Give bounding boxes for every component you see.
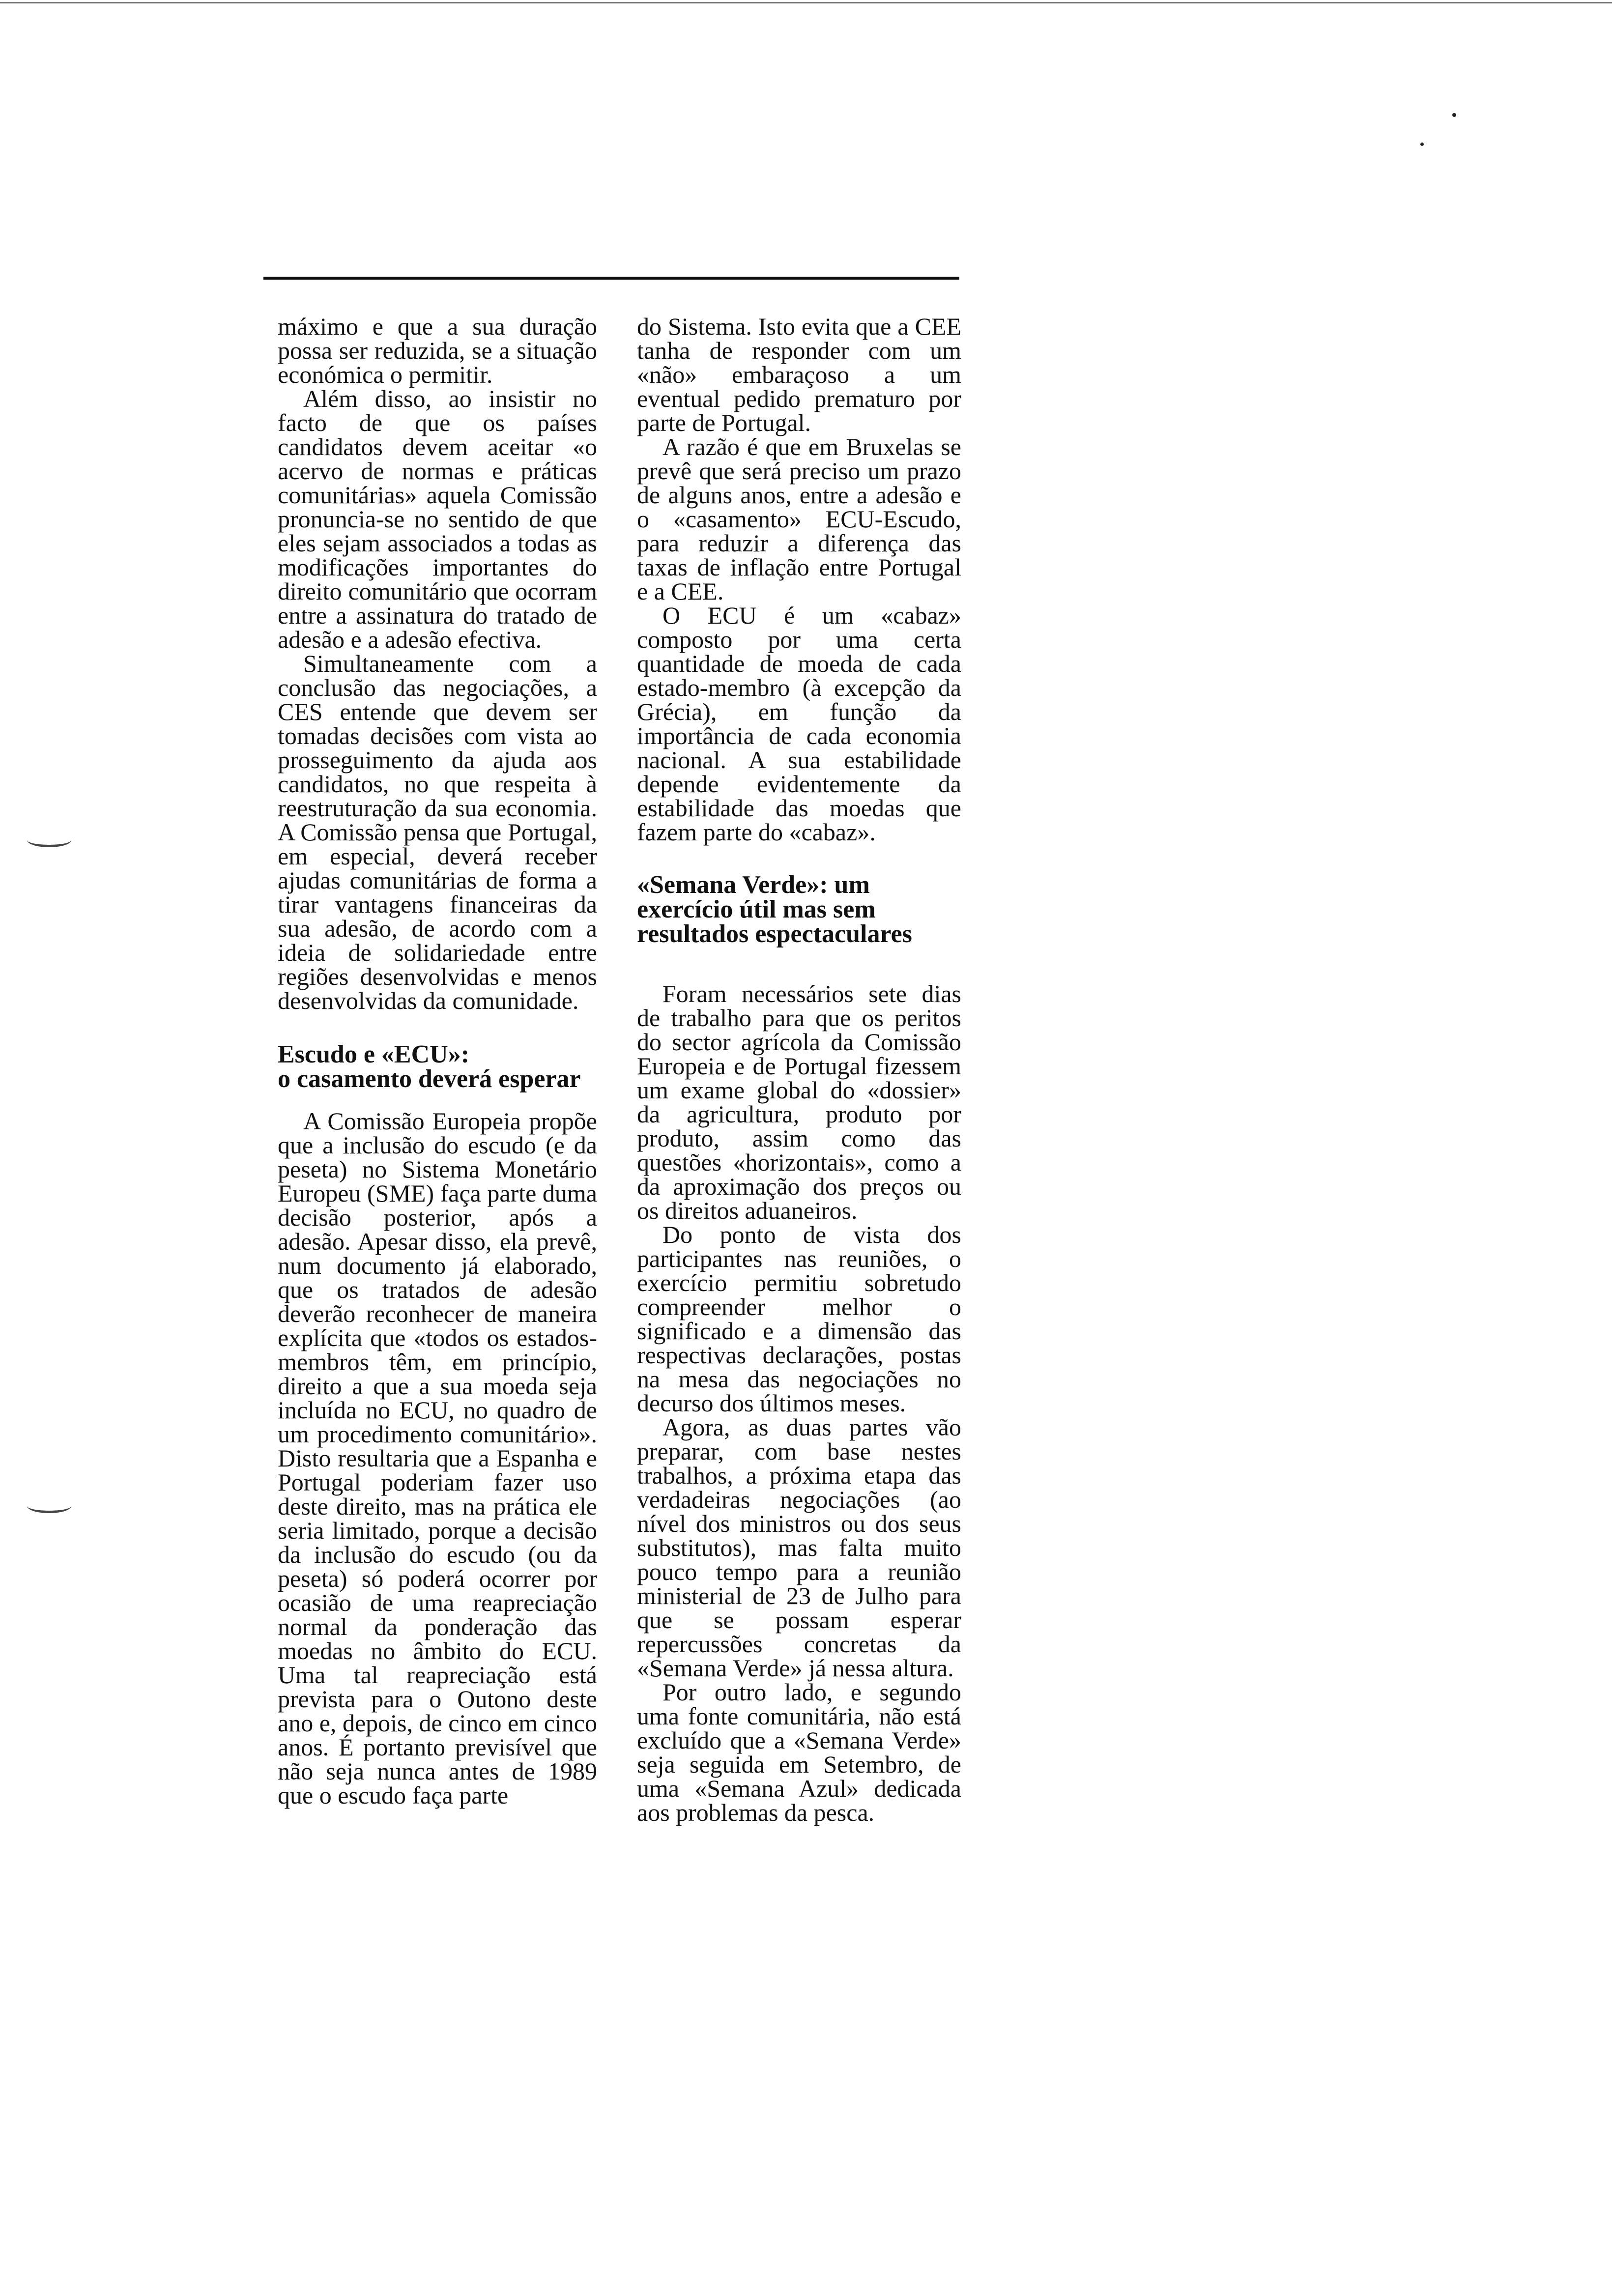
scan-top-edge [0,2,1612,3]
paragraph: Foram necessários sete dias de trabalho para que os peritos do sector agrícola da Comissão Europeia e de Portugal fizessem um exame global do «dossier» da agricultura, produto por produto, assim como das questões «horizontais», como a da aproximação dos preços ou os direitos aduaneiros. [637,980,961,1224]
paragraph: Do ponto de vista dos participantes nas reuniões, o exercício permitiu sobretudo compreender melhor o significado e a dimensão das respectivas declarações, postas na mesa das negociações no decurso dos últimos meses. [637,1221,961,1417]
section-heading-semana-verde [637,873,961,947]
paragraph: A Comissão Europeia propõe que a inclusão do escudo (e da peseta) no Sistema Monetário Europeu (SME) faça parte duma decisão posterior, após a adesão. Apesar disso, ela prevê, num documento já elaborado, que os tratados de adesão deverão reconhecer de maneira explícita que «todos os estados-membros têm, em princípio, direito a que a sua moeda seja incluída no ECU, no quadro de um procedimento comunitário». Disto resultaria que a Espanha e Portugal poderiam fazer uso deste direito, mas na prática ele seria limitado, porque a decisão da inclusão do escudo (ou da peseta) só poderá ocorrer por ocasião de uma reapreciação normal da ponderação das moedas no âmbito do ECU. Uma tal reapreciação está prevista para o Outono deste ano e, depois, de cinco em cinco anos. É portanto previsível que não seja nunca antes de 1989 que o escudo faça parte [278,1107,597,1809]
paragraph: Agora, as duas partes vão preparar, com base nestes trabalhos, a próxima etapa das verdadeiras negociações (ao nível dos ministros ou dos seus substitutos), mas falta muito pouco tempo para a reunião ministerial de 23 de Julho para que se possam esperar repercussões concretas da «Semana Verde» já nessa altura. [637,1413,961,1682]
article-column-left [278,315,597,1808]
heading-line: Escudo e «ECU»: [278,1040,470,1068]
scan-speck [1420,143,1424,146]
paragraph: Por outro lado, e segundo uma fonte comunitária, não está excluído que a «Semana Verde» seja seguida em Setembro, de uma «Semana Azul» dedicada aos problemas da pesca. [637,1678,961,1826]
scan-speck [1452,113,1456,117]
column-top-rule [263,277,959,280]
scan-artifact-left-upper [27,833,71,847]
article-column-right [637,315,961,1825]
paragraph: O ECU é um «cabaz» composto por uma certa quantidade de moeda de cada estado-membro (à excepção da Grécia), em função da importância de cada economia nacional. A sua estabilidade depende evidentemente da estabilidade das moedas que fazem parte do «cabaz». [637,602,961,846]
paragraph: A razão é que em Bruxelas se prevê que será preciso um prazo de alguns anos, entre a adesão e o «casamento» ECU-Escudo, para reduzir a diferença das taxas de inflação entre Portugal e a CEE. [637,433,961,605]
section-heading-escudo-ecu [278,1042,597,1091]
paragraph: Além disso, ao insistir no facto de que os países candidatos devem aceitar «o acervo de normas e práticas comunitárias» aquela Comissão pronuncia-se no sentido de que eles sejam associados a todas as modificações importantes do direito comunitário que ocorram entre a assinatura do tratado de adesão e a adesão efectiva. [278,385,597,653]
heading-line: o casamento deverá esperar [278,1065,581,1093]
heading-line: «Semana Verde»: um [637,871,870,899]
paragraph: do Sistema. Isto evita que a CEE tanha de responder com um «não» embaraçoso a um eventual pedido prematuro por parte de Portugal. [637,313,961,436]
scan-artifact-left-lower [27,1499,71,1513]
heading-line: resultados espectaculares [637,920,912,948]
heading-line: exercício útil mas sem [637,895,876,923]
paragraph: Simultaneamente com a conclusão das negociações, a CES entende que devem ser tomadas decisões com vista ao prosseguimento da ajuda aos candidatos, no que respeita à reestruturação da sua economia. A Comissão pensa que Portugal, em especial, deverá receber ajudas comunitárias de forma a tirar vantagens financeiras da sua adesão, de acordo com a ideia de solidariedade entre regiões desenvolvidas e menos desenvolvidas da comunidade. [278,650,597,1014]
paragraph: máximo e que a sua duração possa ser reduzida, se a situação económica o permitir. [278,313,597,388]
